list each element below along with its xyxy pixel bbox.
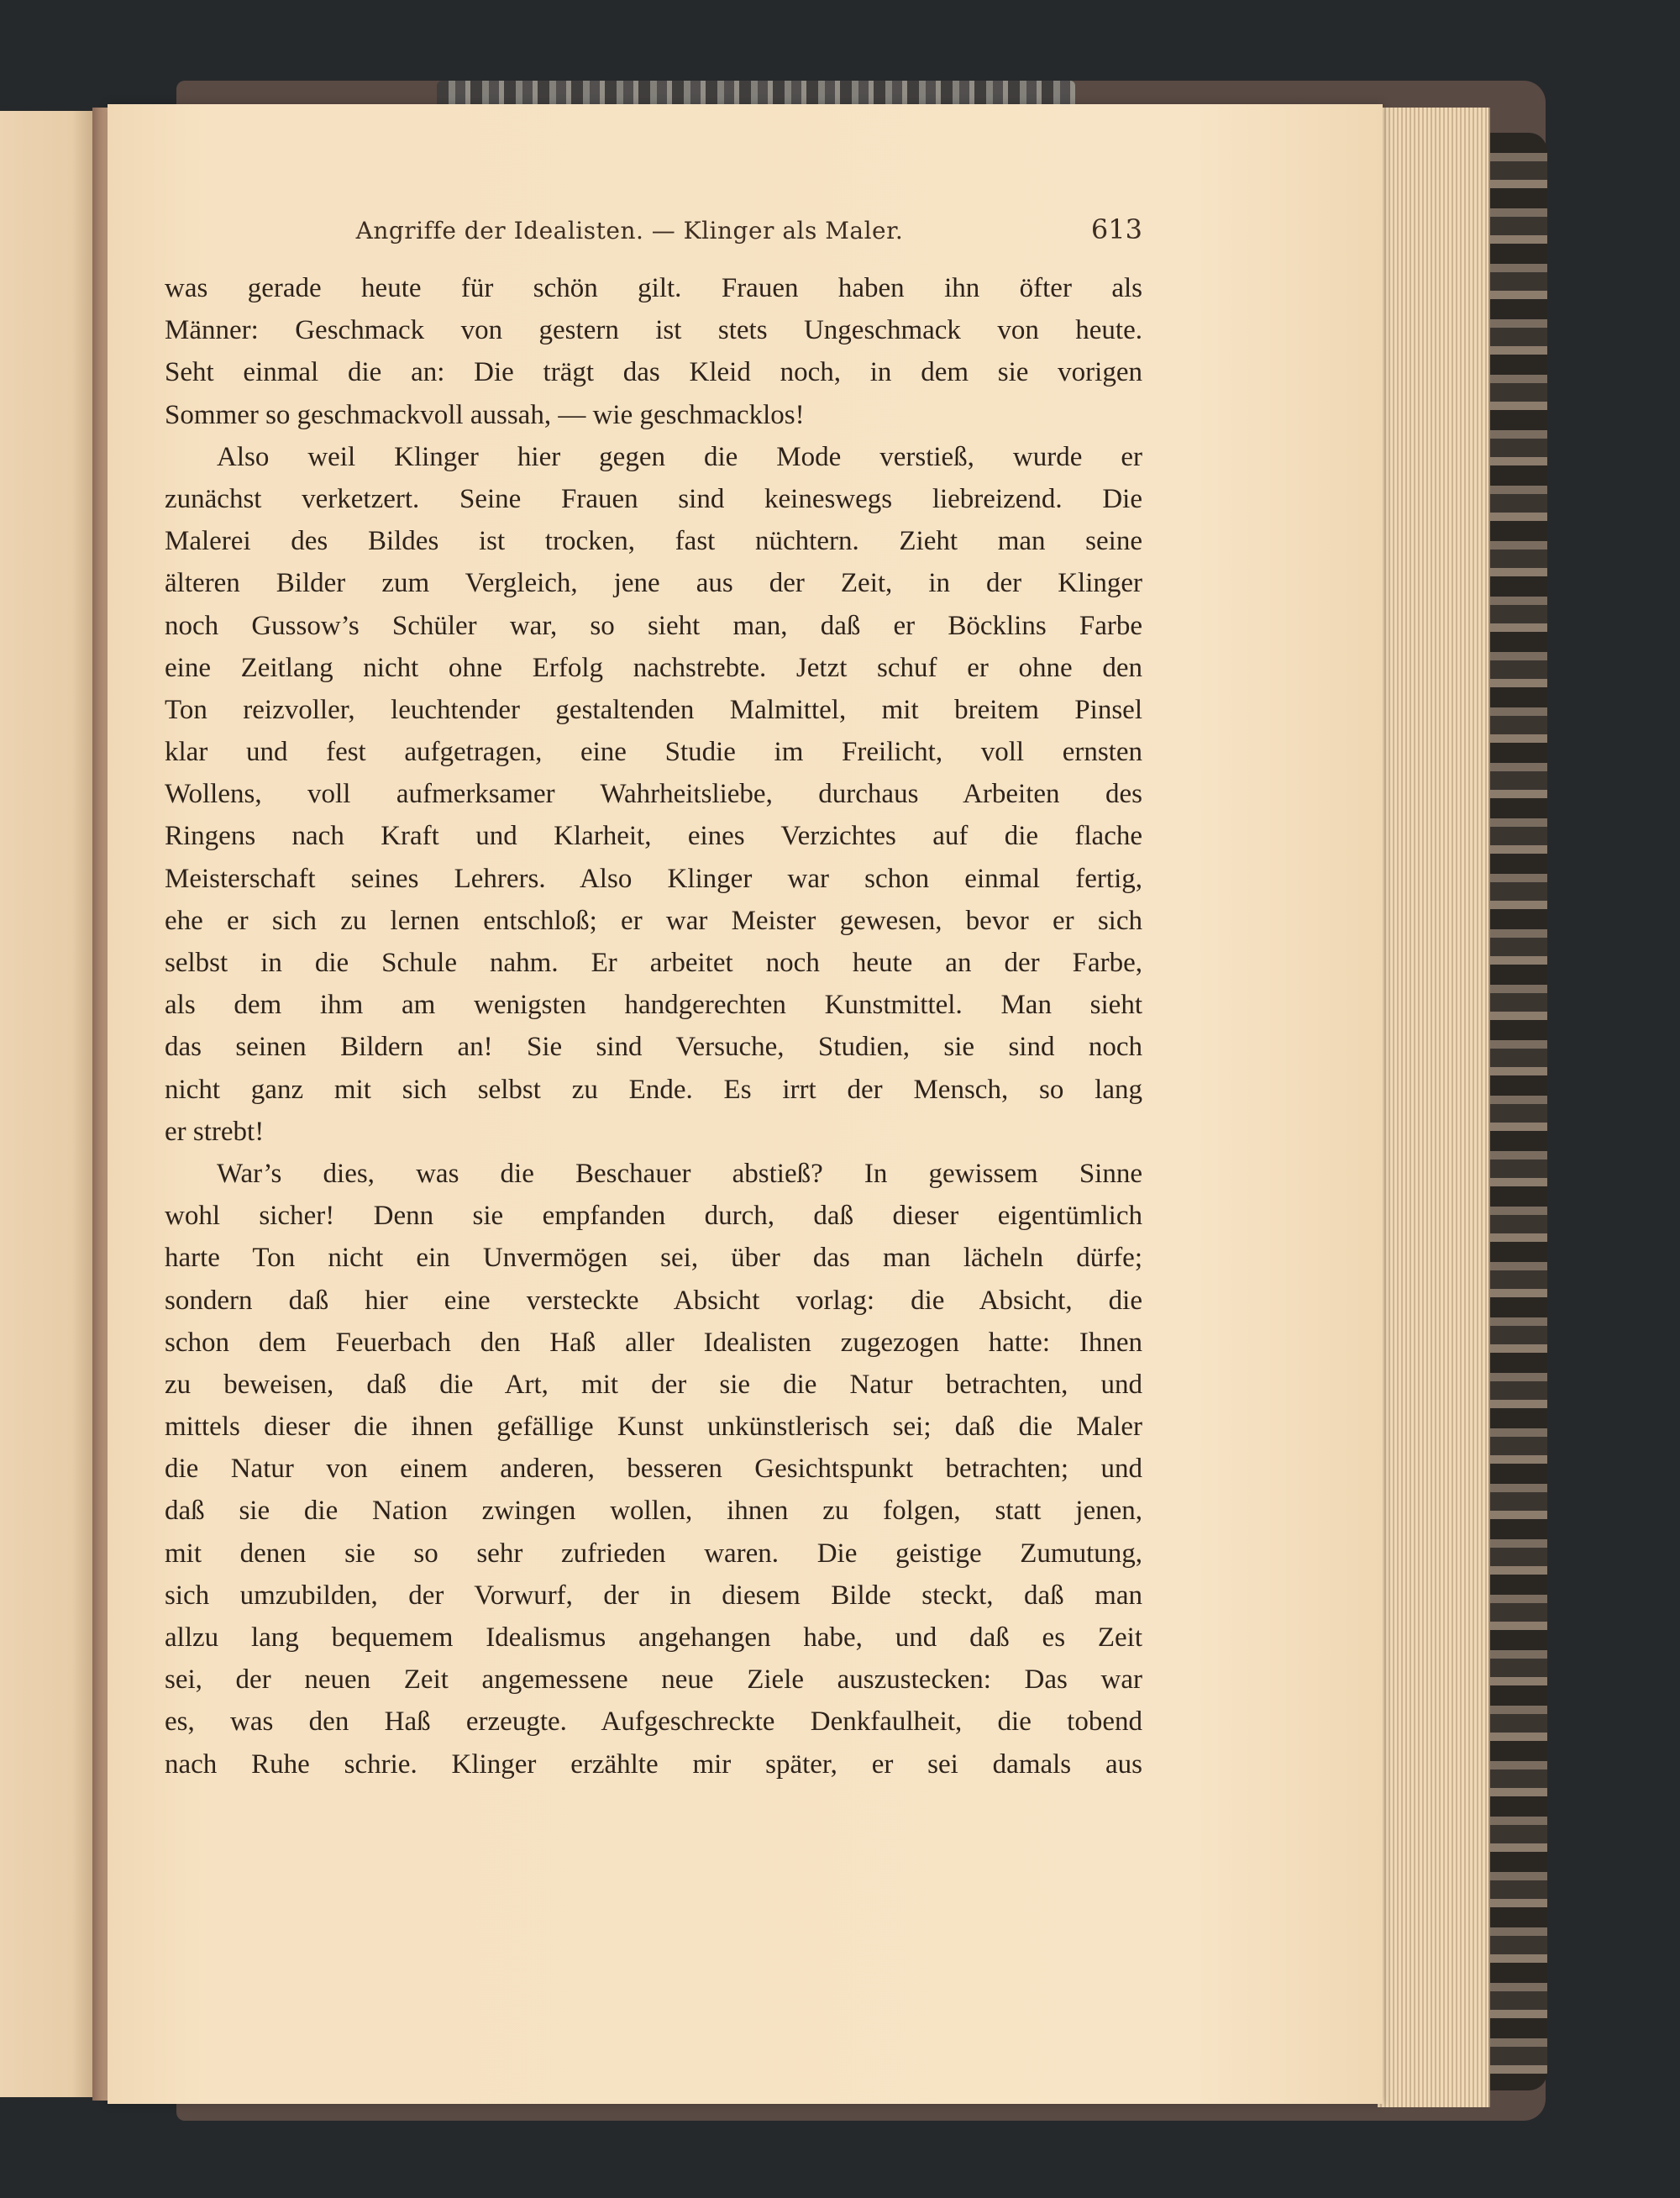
text-line: wohl sicher! Denn sie empfanden durch, daß dieser eigentümlich bbox=[165, 1201, 1142, 1232]
text-line: mit denen sie so sehr zufrieden waren. Die geistige Zumutung, bbox=[165, 1538, 1142, 1569]
text-line: schon dem Feuerbach den Haß aller Idealisten zugezogen hatte: Ihnen bbox=[165, 1327, 1142, 1358]
text-line: Wollens, voll aufmerksamer Wahrheitsliebe, durchaus Arbeiten des bbox=[165, 779, 1142, 810]
text-line: älteren Bilder zum Vergleich, jene aus der Zeit, in der Klinger bbox=[165, 568, 1142, 599]
text-line: nach Ruhe schrie. Klinger erzählte mir später, er sei damals aus bbox=[165, 1748, 1142, 1780]
text-line: die Natur von einem anderen, besseren Gesichtspunkt betrachten; und bbox=[165, 1454, 1142, 1485]
text-line: harte Ton nicht ein Unvermögen sei, über das man lächeln dürfe; bbox=[165, 1243, 1142, 1274]
text-line: Ton reizvoller, leuchtender gestaltenden Malmittel, mit breitem Pinsel bbox=[165, 694, 1142, 725]
marbled-cover-right bbox=[1480, 133, 1547, 2090]
text-line: als dem ihm am wenigsten handgerechten Kunstmittel. Man sieht bbox=[165, 990, 1142, 1021]
text-line: mittels dieser die ihnen gefällige Kunst unkünstlerisch sei; daß die Maler bbox=[165, 1412, 1142, 1443]
text-line: Männer: Geschmack von gestern ist stets Ungeschmack von heute. bbox=[165, 315, 1142, 346]
text-line: sei, der neuen Zeit angemessene neue Ziele auszustecken: Das war bbox=[165, 1664, 1142, 1696]
text-line: zunächst verketzert. Seine Frauen sind keineswegs liebreizend. Die bbox=[165, 483, 1142, 514]
text-line: das seinen Bildern an! Sie sind Versuche, Studien, sie sind noch bbox=[165, 1032, 1142, 1063]
page-number: 613 bbox=[1090, 213, 1142, 245]
page-text-body bbox=[165, 267, 1142, 1785]
running-title: Angriffe der Idealisten. — Klinger als Maler. bbox=[355, 217, 904, 245]
text-line: allzu lang bequemem Idealismus angehangen habe, und daß es Zeit bbox=[165, 1622, 1142, 1653]
text-line: nicht ganz mit sich selbst zu Ende. Es irrt der Mensch, so lang bbox=[165, 1074, 1142, 1105]
page-edges bbox=[1378, 108, 1490, 2107]
text-line: Sommer so geschmackvoll aussah, — wie geschmacklos! bbox=[165, 399, 805, 430]
running-head bbox=[168, 213, 1142, 245]
text-line: zu beweisen, daß die Art, mit der sie die Natur betrachten, und bbox=[165, 1369, 1142, 1400]
text-line: War’s dies, was die Beschauer abstieß? In gewissem Sinne bbox=[217, 1158, 1142, 1189]
text-line: Ringens nach Kraft und Klarheit, eines Verzichtes auf die flache bbox=[165, 821, 1142, 852]
text-line: Malerei des Bildes ist trocken, fast nüchtern. Zieht man seine bbox=[165, 526, 1142, 557]
left-page-edge bbox=[0, 111, 102, 2097]
text-line: eine Zeitlang nicht ohne Erfolg nachstrebte. Jetzt schuf er ohne den bbox=[165, 652, 1142, 683]
text-line: klar und fest aufgetragen, eine Studie im Freilicht, voll ernsten bbox=[165, 737, 1142, 768]
text-line: sondern daß hier eine versteckte Absicht vorlag: die Absicht, die bbox=[165, 1285, 1142, 1316]
text-line: Seht einmal die an: Die trägt das Kleid noch, in dem sie vorigen bbox=[165, 357, 1142, 388]
text-line: daß sie die Nation zwingen wollen, ihnen zu folgen, statt jenen, bbox=[165, 1496, 1142, 1527]
text-line: sich umzubilden, der Vorwurf, der in diesem Bilde steckt, daß man bbox=[165, 1580, 1142, 1611]
text-line: ehe er sich zu lernen entschloß; er war Meister gewesen, bevor er sich bbox=[165, 905, 1142, 936]
text-line: Meisterschaft seines Lehrers. Also Klinger war schon einmal fertig, bbox=[165, 863, 1142, 894]
text-line: Also weil Klinger hier gegen die Mode verstieß, wurde er bbox=[217, 441, 1142, 472]
text-line: was gerade heute für schön gilt. Frauen haben ihn öfter als bbox=[165, 273, 1142, 303]
text-line: noch Gussow’s Schüler war, so sieht man, daß er Böcklins Farbe bbox=[165, 610, 1142, 641]
text-line: selbst in die Schule nahm. Er arbeitet noch heute an der Farbe, bbox=[165, 948, 1142, 978]
text-line: er strebt! bbox=[165, 1116, 265, 1147]
text-line: es, was den Haß erzeugte. Aufgeschreckte Denkfaulheit, die tobend bbox=[165, 1706, 1142, 1738]
